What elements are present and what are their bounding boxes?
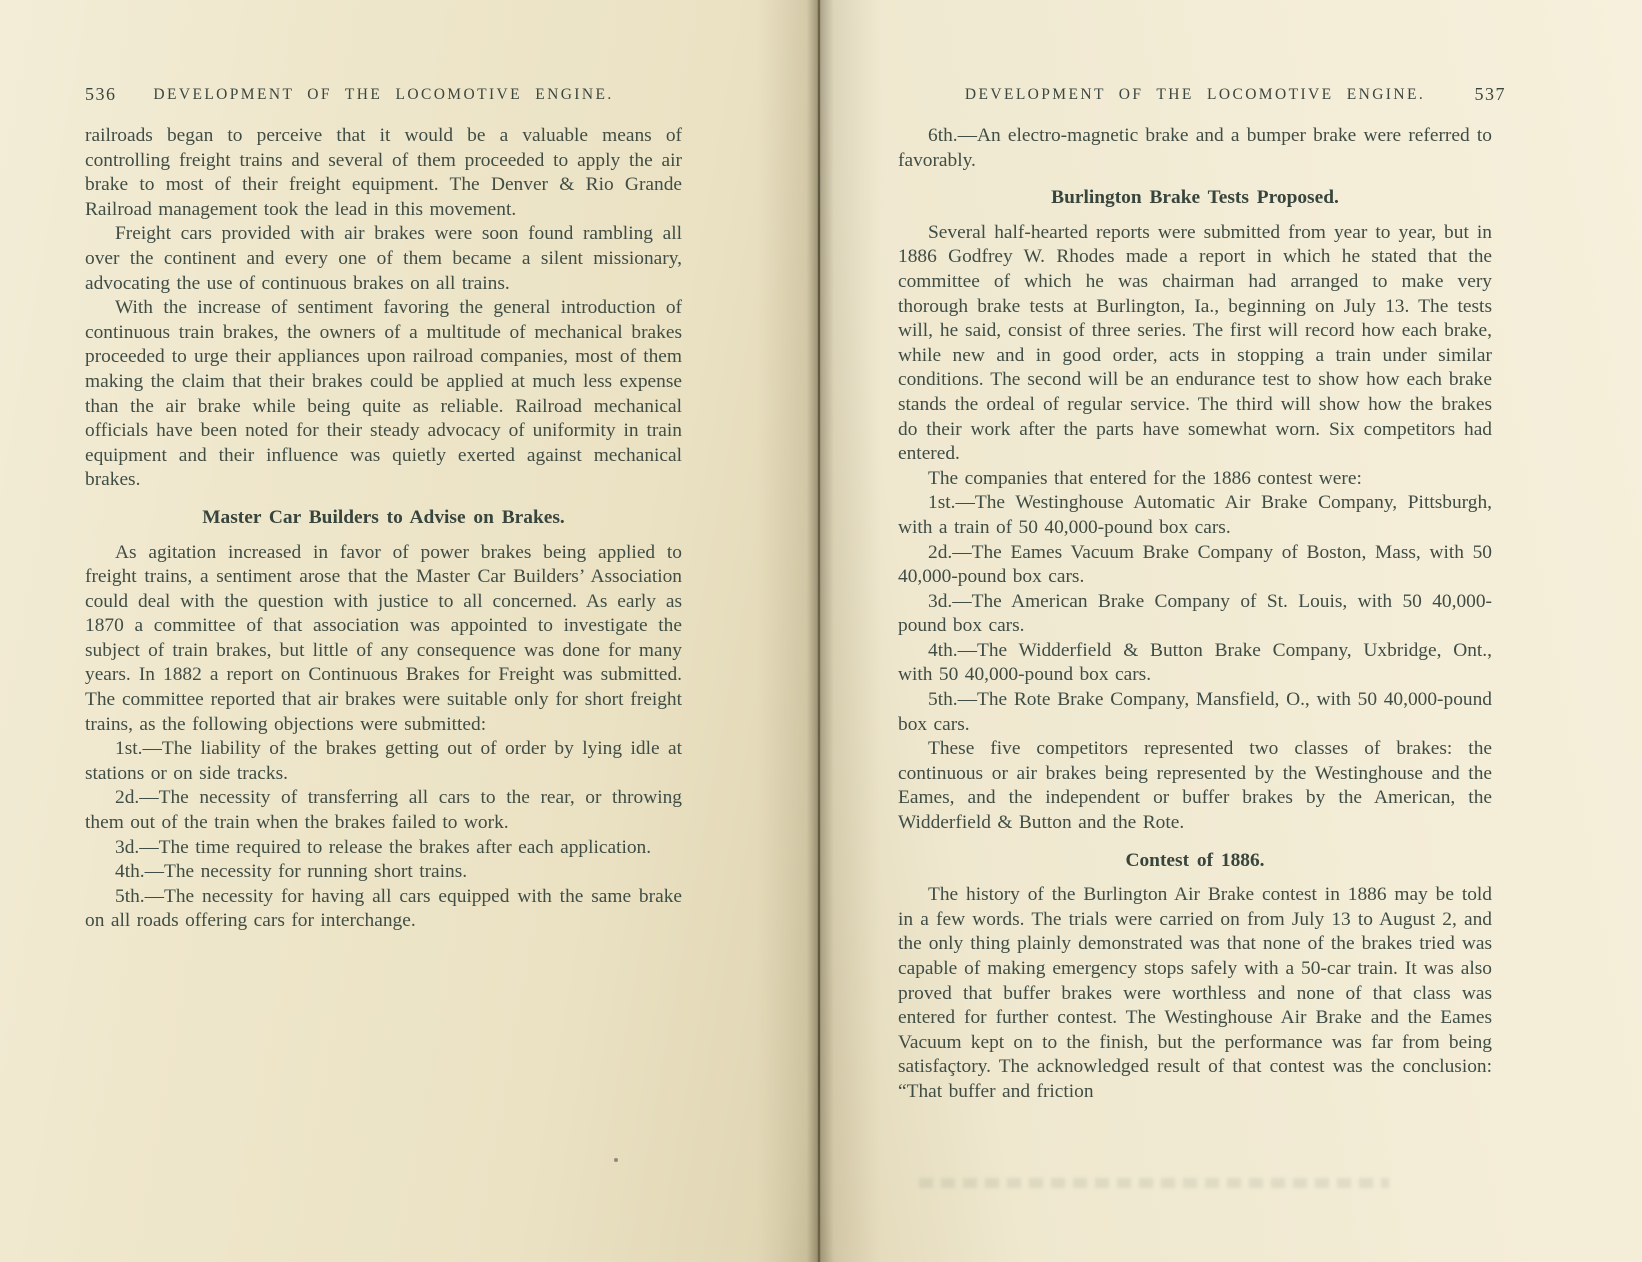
paragraph: Several half-hearted reports were submitted from year to year, but in 1886 Godfrey W. Rhodes made a report in which he stated that the committee of which he was chairman had arranged to make very thorough brake tests at Burlington, Ia., beginning on July 13. The tests will, he said, consist of three series. The first will record how each brake, while new and in good order, acts in stopping a train under similar conditions. The second will be an endurance test to show how each brake stands the ordeal of regular service. The third will show how the brakes do their work after the parts have somewhat worn. Six competitors had entered. xyxy=(898,221,1492,465)
page-right xyxy=(819,0,1642,1262)
list-item: 5th.—The necessity for having all cars equipped with the same brake on all roads offering cars for interchange. xyxy=(85,885,682,932)
page-left xyxy=(0,0,819,1262)
list-item: 6th.—An electro-magnetic brake and a bumper brake were referred to favorably. xyxy=(898,125,1492,171)
list-item: 3d.—The American Brake Company of St. Louis, with 50 40,000-pound box cars. xyxy=(898,590,1492,637)
paragraph: As agitation increased in favor of power brakes being applied to freight trains, a sentiment arose that the Master Car Builders’ Association could deal with the question with justice to all concerned. As early as 1870 a committee of that association was appointed to investigate the subject of train brakes, but little of any consequence was done for many years. In 1882 a report on Continuous Brakes for Freight was submitted. The committee reported that air brakes were suitable only for short freight trains, as the following objections were submitted: xyxy=(85,541,682,735)
list-item: 3d.—The time required to release the brakes after each application. xyxy=(115,836,652,858)
paragraph: railroads began to perceive that it would be a valuable means of controlling freight trains and several of them proceeded to apply the air brake to most of their freight equipment. The Denver & Rio Grande Railroad management took the lead in this movement. xyxy=(85,125,682,220)
section-heading: Master Car Builders to Advise on Brakes. xyxy=(202,506,565,528)
list-item: 4th.—The Widderfield & Button Brake Company, Uxbridge, Ont., with 50 40,000-pound box cars. xyxy=(898,639,1492,686)
section-heading: Contest of 1886. xyxy=(1125,849,1265,871)
running-head-title-right: DEVELOPMENT OF THE LOCOMOTIVE ENGINE. xyxy=(964,86,1426,103)
paragraph: Freight cars provided with air brakes were soon found rambling all over the continent and every one of them became a silent missionary, advocating the use of continuous brakes on all trains. xyxy=(85,223,682,294)
list-item: 4th.—The necessity for running short trains. xyxy=(115,861,468,883)
list-item: 5th.—The Rote Brake Company, Mansfield, O., with 50 40,000-pound box cars. xyxy=(898,689,1492,735)
page-show-through xyxy=(919,1178,1389,1188)
paragraph: The companies that entered for the 1886 contest were: xyxy=(928,467,1362,489)
paragraph: These five competitors represented two classes of brakes: the continuous or air brakes being represented by the Westinghouse and the Eames, and the independent or buffer brakes by the American, the Widderfield & Button and the Rote. xyxy=(898,738,1492,834)
list-item: 2d.—The necessity of transferring all cars to the rear, or throwing them out of the train when the brakes failed to work. xyxy=(85,787,682,834)
section-heading: Burlington Brake Tests Proposed. xyxy=(1051,187,1339,209)
list-item: 1st.—The liability of the brakes getting out of order by lying idle at stations or on side tracks. xyxy=(85,738,682,784)
paragraph: With the increase of sentiment favoring the general introduction of continuous train brakes, the owners of a multitude of mechanical brakes proceeded to urge their appliances upon railroad companies, most of them making the claim that their brakes could be applied at much less expense than the air brake while being quite as reliable. Railroad mechanical officials have been noted for their steady advocacy of uniformity in train equipment and their influence was quietly exerted against mechanical brakes. xyxy=(85,297,682,491)
paragraph: The history of the Burlington Air Brake contest in 1886 may be told in a few words. The trials were carried on from July 13 to August 2, and the only thing plainly demonstrated was that none of the brakes tried was capable of making emergency stops safely with a 50-car train. It was also proved that buffer brakes were worthless and none of that class was entered for further contest. The Westinghouse Air Brake and the Eames Vacuum kept on to the finish, but the performance was far from being satisfaçtory. The acknowledged result of that contest was the conclusion: “That buffer and friction xyxy=(898,884,1492,1102)
page-number-right: 537 xyxy=(1474,84,1506,104)
running-head-title-left: DEVELOPMENT OF THE LOCOMOTIVE ENGINE. xyxy=(153,86,614,103)
page-body-left xyxy=(85,124,682,934)
page-number-left: 536 xyxy=(85,84,117,104)
list-item: 2d.—The Eames Vacuum Brake Company of Boston, Mass, with 50 40,000-pound box cars. xyxy=(898,541,1492,588)
list-item: 1st.—The Westinghouse Automatic Air Brake Company, Pittsburgh, with a train of 50 40,000-pound box cars. xyxy=(898,492,1492,538)
page-body-right xyxy=(898,124,1492,1105)
running-head-right xyxy=(898,84,1506,108)
running-head-left xyxy=(85,86,682,108)
paper-speck xyxy=(614,1158,618,1162)
